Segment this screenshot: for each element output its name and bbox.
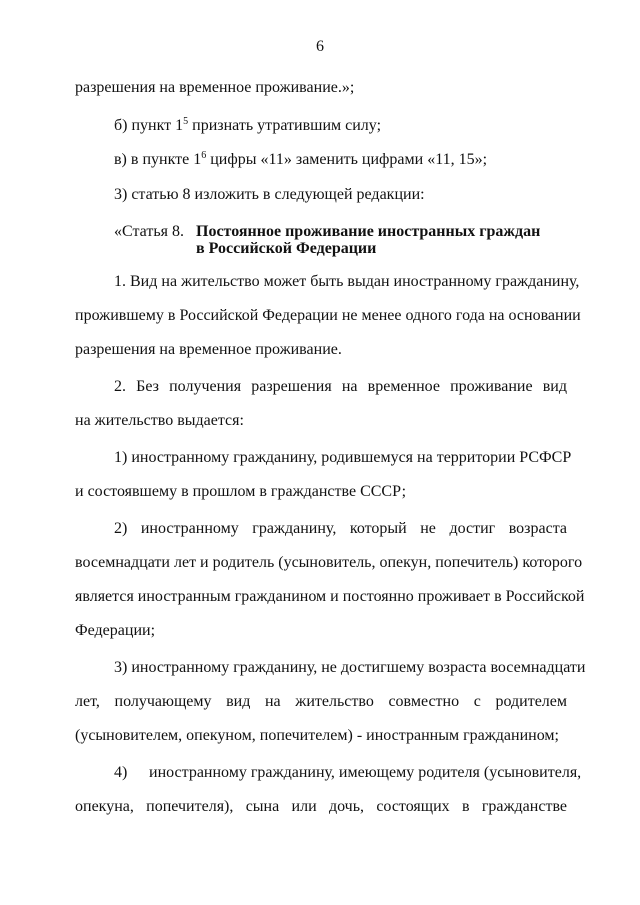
paragraph-line: 2. Без получения разрешения на временное проживание вид: [114, 378, 567, 395]
paragraph-line: на жительство выдается:: [75, 412, 244, 429]
paragraph-line: 1) иностранному гражданину, родившемуся на территории РСФСР: [114, 449, 572, 466]
item-b-text-end: признать утратившим силу;: [188, 117, 382, 134]
paragraph-line: (усыновителем, опекуном, попечителем) - иностранным гражданином;: [75, 727, 559, 744]
paragraph-line: разрешения на временное проживание.: [75, 341, 342, 358]
item-b-text-start: б) пункт 1: [114, 117, 184, 134]
paragraph-line: является иностранным гражданином и постоянно проживает в Российской: [75, 588, 585, 605]
paragraph-line: Федерации;: [75, 622, 156, 639]
article-label: «Статья 8.: [114, 223, 184, 240]
paragraph-line: опекуна, попечителя), сына или дочь, состоящих в гражданстве: [75, 798, 567, 815]
paragraph-line: прожившему в Российской Федерации не менее одного года на основании: [75, 307, 581, 324]
item-b-line: [114, 116, 567, 136]
paragraph-line: восемнадцати лет и родитель (усыновитель, опекун, попечитель) которого: [75, 554, 583, 571]
page-number: 6: [316, 38, 324, 55]
superscript: 6: [201, 150, 207, 161]
text-line: разрешения на временное проживание.»;: [75, 79, 355, 96]
item-number: 4): [114, 764, 128, 781]
paragraph-line: 2) иностранному гражданину, который не достиг возраста: [114, 520, 567, 537]
article-title-line: Постоянное проживание иностранных граждан: [196, 223, 541, 240]
item-v-text-end: цифры «11» заменить цифрами «11, 15»;: [206, 151, 488, 168]
text-line: 3) статью 8 изложить в следующей редакции:: [114, 186, 425, 203]
paragraph-line: иностранному гражданину, имеющему родителя (усыновителя,: [149, 764, 582, 781]
item-v-line: [114, 150, 567, 170]
paragraph-line: 1. Вид на жительство может быть выдан иностранному гражданину,: [114, 273, 580, 290]
paragraph-line: и состоявшему в прошлом в гражданстве СССР;: [75, 483, 407, 500]
paragraph-line: 3) иностранному гражданину, не достигшему возраста восемнадцати: [114, 659, 586, 676]
superscript: 5: [183, 116, 189, 127]
article-title-line: в Российской Федерации: [196, 240, 377, 257]
paragraph-line: лет, получающему вид на жительство совместно с родителем: [75, 693, 567, 710]
item-v-text-start: в) в пункте 1: [114, 151, 202, 168]
